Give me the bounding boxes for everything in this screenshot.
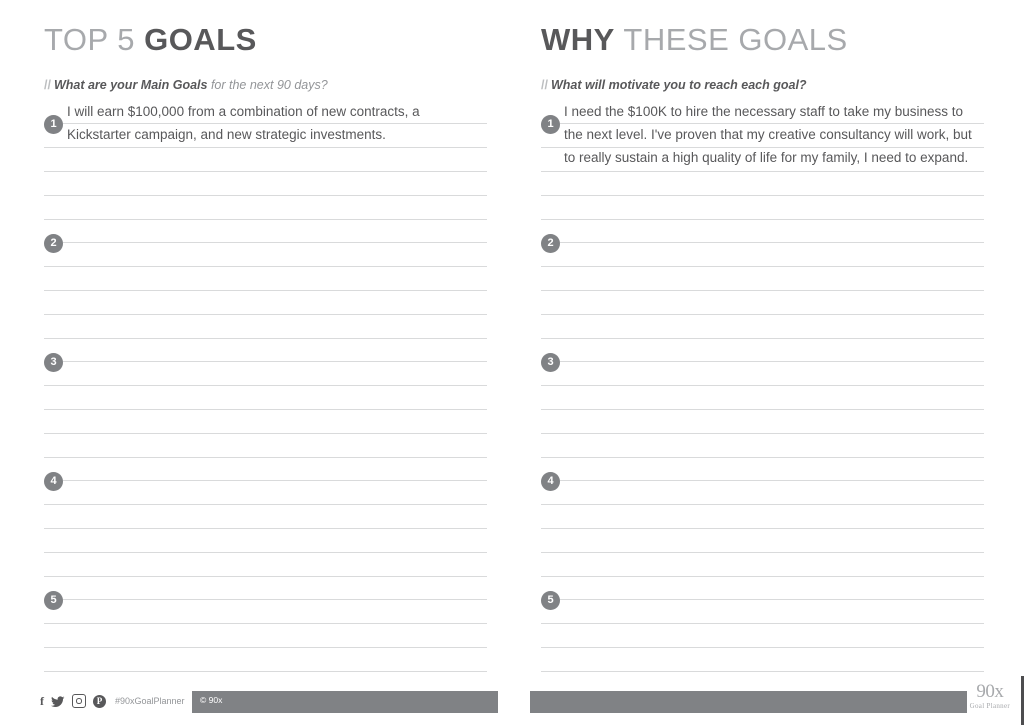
writing-line bbox=[44, 624, 487, 648]
writing-line bbox=[44, 243, 487, 267]
entry-number: 3 bbox=[44, 353, 63, 372]
writing-line bbox=[541, 243, 984, 267]
entry-number: 4 bbox=[541, 472, 560, 491]
writing-lines bbox=[541, 219, 984, 339]
social-links[interactable] bbox=[40, 694, 106, 708]
footer-hashtag: #90xGoalPlanner bbox=[115, 696, 185, 706]
page-title-right-part2: THESE GOALS bbox=[623, 22, 848, 57]
page-title-right bbox=[541, 24, 848, 55]
writing-line bbox=[44, 529, 487, 553]
entry-row[interactable] bbox=[541, 338, 996, 457]
entry-row[interactable] bbox=[541, 457, 996, 576]
writing-line bbox=[44, 505, 487, 529]
prompt-left bbox=[44, 78, 328, 92]
writing-line bbox=[541, 576, 984, 600]
brand-logo-mark: 90x bbox=[976, 681, 1004, 702]
writing-line bbox=[44, 553, 487, 577]
slashes-marker-left: // bbox=[44, 78, 51, 92]
writing-line bbox=[44, 196, 487, 220]
entry-row[interactable] bbox=[44, 338, 499, 457]
writing-lines bbox=[44, 219, 487, 339]
writing-line bbox=[44, 291, 487, 315]
writing-line bbox=[44, 362, 487, 386]
writing-line bbox=[541, 624, 984, 648]
entry-list-right bbox=[541, 100, 996, 695]
page-title-right-part1: WHY bbox=[541, 22, 624, 57]
writing-line bbox=[44, 457, 487, 481]
entry-row[interactable] bbox=[541, 576, 996, 695]
entry-row[interactable] bbox=[44, 457, 499, 576]
entry-number: 3 bbox=[541, 353, 560, 372]
brand-logo bbox=[970, 682, 1010, 710]
entry-row[interactable] bbox=[541, 100, 996, 219]
writing-line bbox=[44, 481, 487, 505]
writing-lines bbox=[541, 338, 984, 458]
entry-text[interactable]: I need the $100K to hire the necessary staff to take my business to the next level. I've proven that my creative consultancy will work, but to really sustain a high quality of life for my family, I need to expand. bbox=[564, 104, 976, 165]
writing-line bbox=[44, 386, 487, 410]
footer-copyright: © 90x bbox=[200, 695, 223, 705]
instagram-icon[interactable] bbox=[72, 694, 86, 708]
writing-lines bbox=[541, 576, 984, 672]
writing-line bbox=[44, 576, 487, 600]
entry-number: 1 bbox=[541, 115, 560, 134]
writing-line bbox=[541, 386, 984, 410]
writing-line bbox=[44, 267, 487, 291]
column-why-these-goals bbox=[541, 0, 996, 725]
footer-bar-left bbox=[192, 691, 498, 713]
writing-line bbox=[541, 315, 984, 339]
writing-line bbox=[541, 434, 984, 458]
writing-line bbox=[541, 481, 984, 505]
writing-line bbox=[541, 410, 984, 434]
entry-number: 4 bbox=[44, 472, 63, 491]
facebook-icon[interactable]: f bbox=[40, 694, 44, 708]
column-top-5-goals bbox=[44, 0, 499, 725]
brand-logo-caption: Goal Planner bbox=[969, 702, 1010, 710]
writing-lines bbox=[44, 338, 487, 458]
page-title-left-part2: GOALS bbox=[144, 22, 257, 57]
slashes-marker-right: // bbox=[541, 78, 548, 92]
writing-line bbox=[44, 648, 487, 672]
writing-line bbox=[541, 338, 984, 362]
page-title-left-part1: TOP 5 bbox=[44, 22, 145, 57]
twitter-icon[interactable] bbox=[51, 695, 65, 707]
entry-row[interactable] bbox=[44, 219, 499, 338]
entry-row[interactable] bbox=[541, 219, 996, 338]
writing-line bbox=[44, 600, 487, 624]
entry-row[interactable] bbox=[44, 100, 499, 219]
writing-line bbox=[541, 457, 984, 481]
writing-line bbox=[541, 219, 984, 243]
writing-lines bbox=[541, 457, 984, 577]
writing-line bbox=[541, 172, 984, 196]
writing-line bbox=[44, 410, 487, 434]
prompt-right bbox=[541, 78, 807, 92]
prompt-left-light: for the next 90 days? bbox=[207, 78, 328, 92]
writing-line bbox=[44, 172, 487, 196]
pinterest-icon[interactable]: P bbox=[93, 695, 106, 708]
prompt-right-strong: What will motivate you to reach each goal? bbox=[550, 78, 807, 92]
writing-line bbox=[44, 219, 487, 243]
writing-line bbox=[44, 148, 487, 172]
entry-number: 2 bbox=[541, 234, 560, 253]
writing-line bbox=[44, 434, 487, 458]
entry-row[interactable] bbox=[44, 576, 499, 695]
writing-line bbox=[541, 648, 984, 672]
writing-line bbox=[541, 267, 984, 291]
entry-list-left bbox=[44, 100, 499, 695]
writing-lines bbox=[44, 576, 487, 672]
footer-bar-right bbox=[530, 691, 967, 713]
writing-line bbox=[541, 291, 984, 315]
prompt-left-strong: What are your Main Goals bbox=[53, 78, 208, 92]
entry-text[interactable]: I will earn $100,000 from a combination of new contracts, a Kickstarter campaign, and new strategic investments. bbox=[67, 104, 424, 142]
writing-line bbox=[541, 362, 984, 386]
writing-line bbox=[541, 505, 984, 529]
entry-number: 2 bbox=[44, 234, 63, 253]
writing-line bbox=[541, 529, 984, 553]
writing-line bbox=[541, 196, 984, 220]
entry-number: 5 bbox=[541, 591, 560, 610]
page-title-left bbox=[44, 24, 257, 55]
writing-line bbox=[44, 315, 487, 339]
entry-number: 5 bbox=[44, 591, 63, 610]
writing-line bbox=[541, 600, 984, 624]
entry-number: 1 bbox=[44, 115, 63, 134]
writing-line bbox=[44, 338, 487, 362]
writing-lines bbox=[44, 457, 487, 577]
writing-line bbox=[541, 553, 984, 577]
